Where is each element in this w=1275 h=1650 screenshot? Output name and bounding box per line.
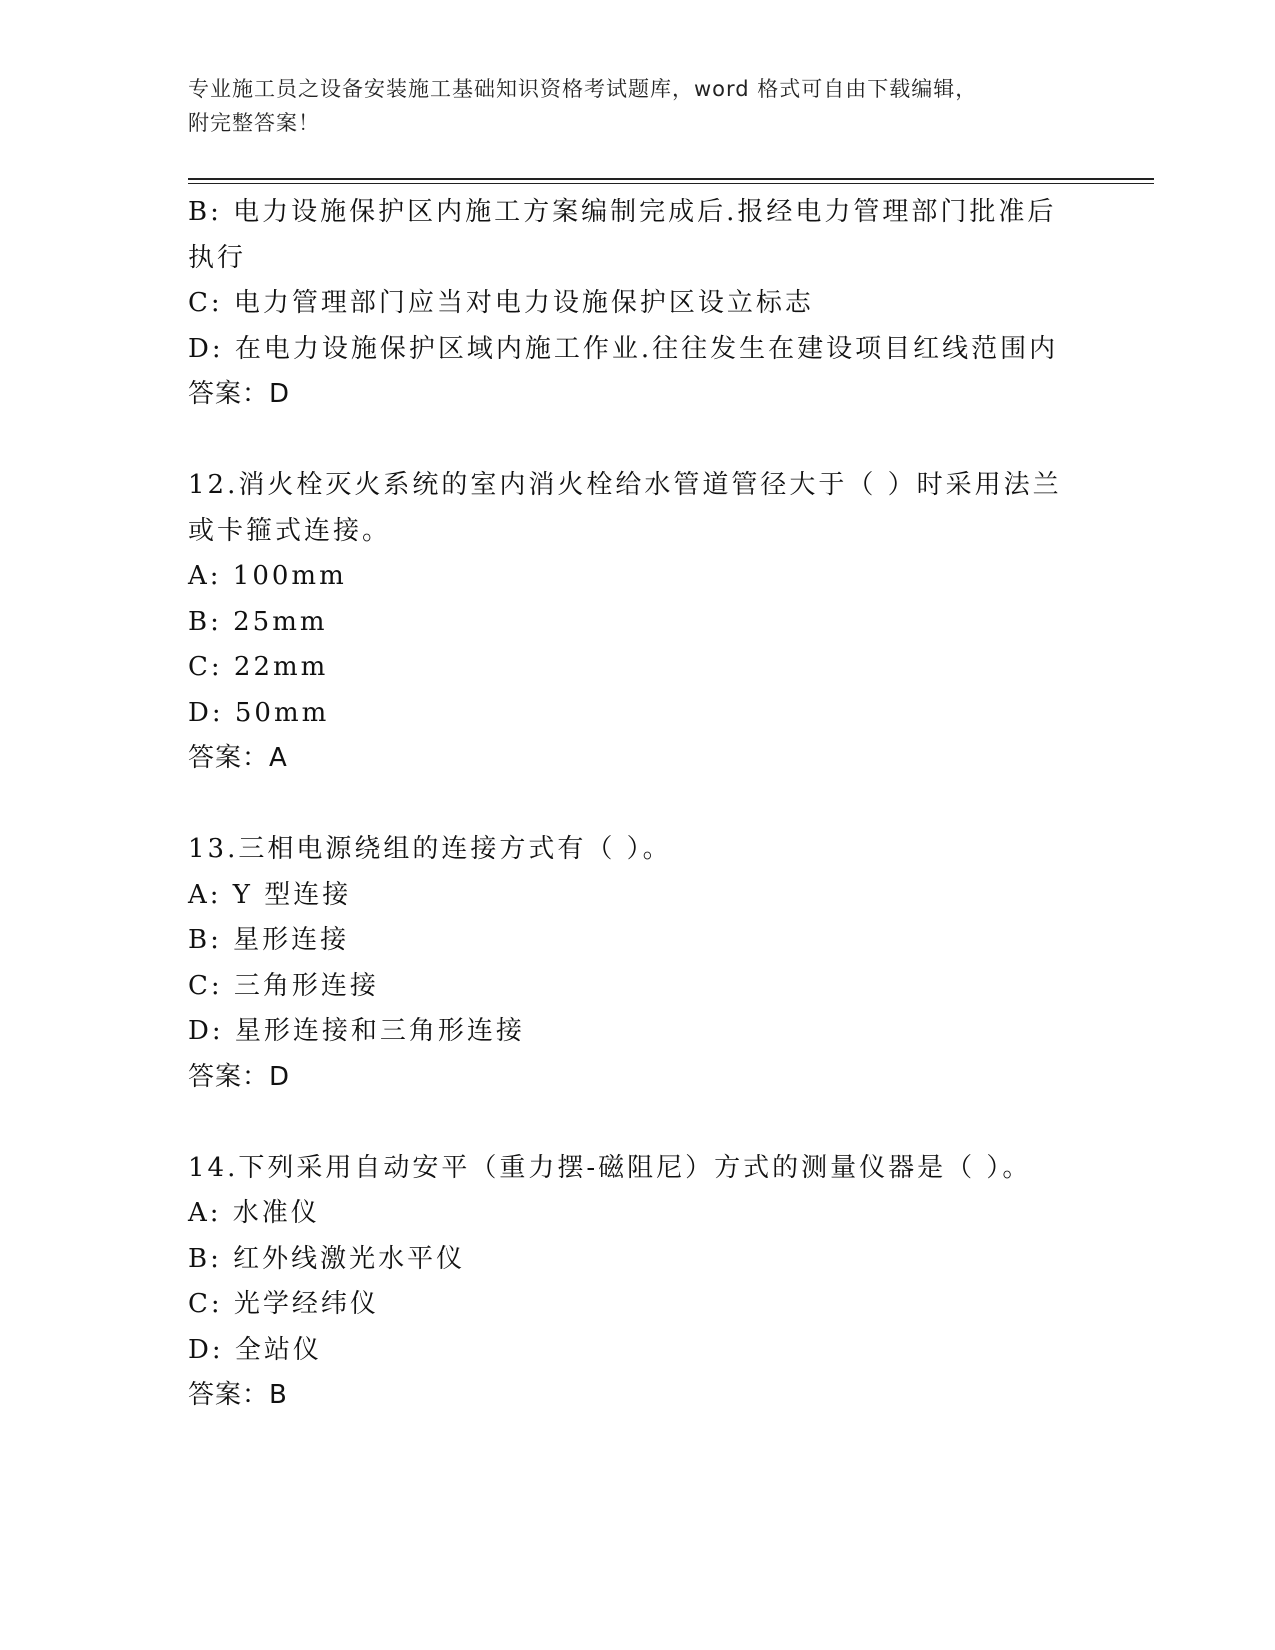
question-11-tail [188,190,1088,418]
header-line-1: 专业施工员之设备安装施工基础知识资格考试题库，word 格式可自由下载编辑， [188,77,978,101]
header-line-2: 附完整答案！ [188,111,320,135]
header-divider-thin [188,183,1154,184]
option-b-line-1: B: 电力设施保护区内施工方案编制完成后.报经电力管理部门批准后 [188,197,1057,227]
option-b: B: 25mm [188,606,328,637]
option-a: A: 水准仪 [188,1198,320,1228]
option-d: D: 全站仪 [188,1334,322,1365]
option-c: C: 三角形连接 [188,970,379,1001]
document-header [188,72,1088,140]
question-list [188,190,1088,1419]
answer: 答案：B [188,1380,288,1410]
answer: 答案：D [188,1061,291,1092]
question-stem-line-2: 或卡箍式连接。 [188,515,392,546]
option-a: A: Y 型连接 [188,879,352,910]
question-13 [188,827,1088,1100]
option-a: A: 100mm [188,561,347,591]
option-d: D: 50mm [188,697,330,728]
option-c: C: 光学经纬仪 [188,1289,379,1319]
spacer [188,418,1088,464]
option-b: B: 星形连接 [188,925,350,955]
question-14 [188,1146,1088,1419]
question-stem-line-1: 12.消火栓灭火系统的室内消火栓给水管道管径大于（ ）时采用法兰 [188,470,1062,500]
answer: 答案：D [188,379,291,409]
option-d: D: 星形连接和三角形连接 [188,1016,525,1046]
option-b: B: 红外线激光水平仪 [188,1243,466,1274]
option-c: C: 电力管理部门应当对电力设施保护区设立标志 [188,288,814,318]
question-stem: 14.下列采用自动安平（重力摆-磁阻尼）方式的测量仪器是（ ）。 [188,1152,1032,1183]
spacer [188,1100,1088,1146]
option-b-line-2: 执行 [188,242,247,273]
header-divider-thick [188,178,1154,180]
question-stem: 13.三相电源绕组的连接方式有（ ）。 [188,834,672,864]
answer: 答案：A [188,743,288,773]
option-c: C: 22mm [188,652,329,682]
option-d: D: 在电力设施保护区域内施工作业.往往发生在建设项目红线范围内 [188,333,1059,364]
spacer [188,782,1088,828]
question-12 [188,463,1088,782]
